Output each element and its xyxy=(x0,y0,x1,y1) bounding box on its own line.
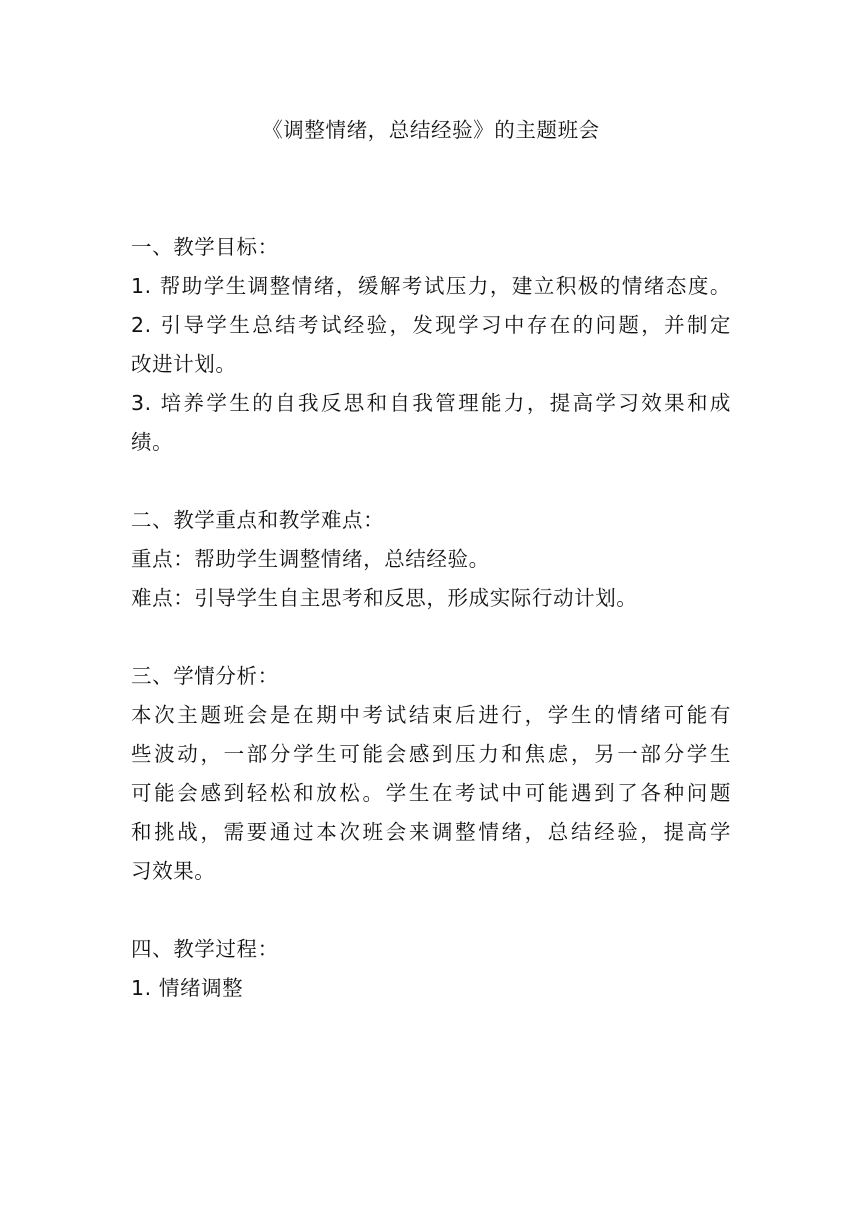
section-heading-process: 四、教学过程： xyxy=(131,937,279,961)
objective-item-2-line-2: 改进计划。 xyxy=(131,352,237,376)
key-point-text: 重点：帮助学生调整情绪，总结经验。 xyxy=(131,547,490,571)
objective-item-2-line-1: 2. 引导学生总结考试经验，发现学习中存在的问题，并制定 xyxy=(131,313,731,337)
spacer xyxy=(131,891,731,930)
document-page xyxy=(131,111,731,1008)
section-heading-analysis: 三、学情分析： xyxy=(131,664,279,688)
analysis-paragraph-line-3: 可能会感到轻松和放松。学生在考试中可能遇到了各种问题 xyxy=(131,781,731,805)
spacer xyxy=(131,462,731,501)
objective-item-3-line-1: 3. 培养学生的自我反思和自我管理能力，提高学习效果和成 xyxy=(131,391,731,415)
section-heading-objectives: 一、教学目标： xyxy=(131,235,279,259)
analysis-paragraph-line-5: 习效果。 xyxy=(131,859,216,883)
analysis-paragraph-line-2: 些波动，一部分学生可能会感到压力和焦虑，另一部分学生 xyxy=(131,742,731,766)
spacer xyxy=(131,189,731,228)
objective-item-1: 1. 帮助学生调整情绪，缓解考试压力，建立积极的情绪态度。 xyxy=(131,274,731,298)
spacer xyxy=(131,150,731,189)
section-heading-key-points: 二、教学重点和教学难点： xyxy=(131,508,385,532)
objective-item-3-line-2: 绩。 xyxy=(131,430,174,454)
difficulty-text: 难点：引导学生自主思考和反思，形成实际行动计划。 xyxy=(131,586,638,610)
analysis-paragraph-line-4: 和挑战，需要通过本次班会来调整情绪，总结经验，提高学 xyxy=(131,820,731,844)
document-title: 《调整情绪，总结经验》的主题班会 xyxy=(262,118,600,142)
process-item-1: 1. 情绪调整 xyxy=(131,976,244,1000)
analysis-paragraph-line-1: 本次主题班会是在期中考试结束后进行，学生的情绪可能有 xyxy=(131,703,731,727)
spacer xyxy=(131,618,731,657)
